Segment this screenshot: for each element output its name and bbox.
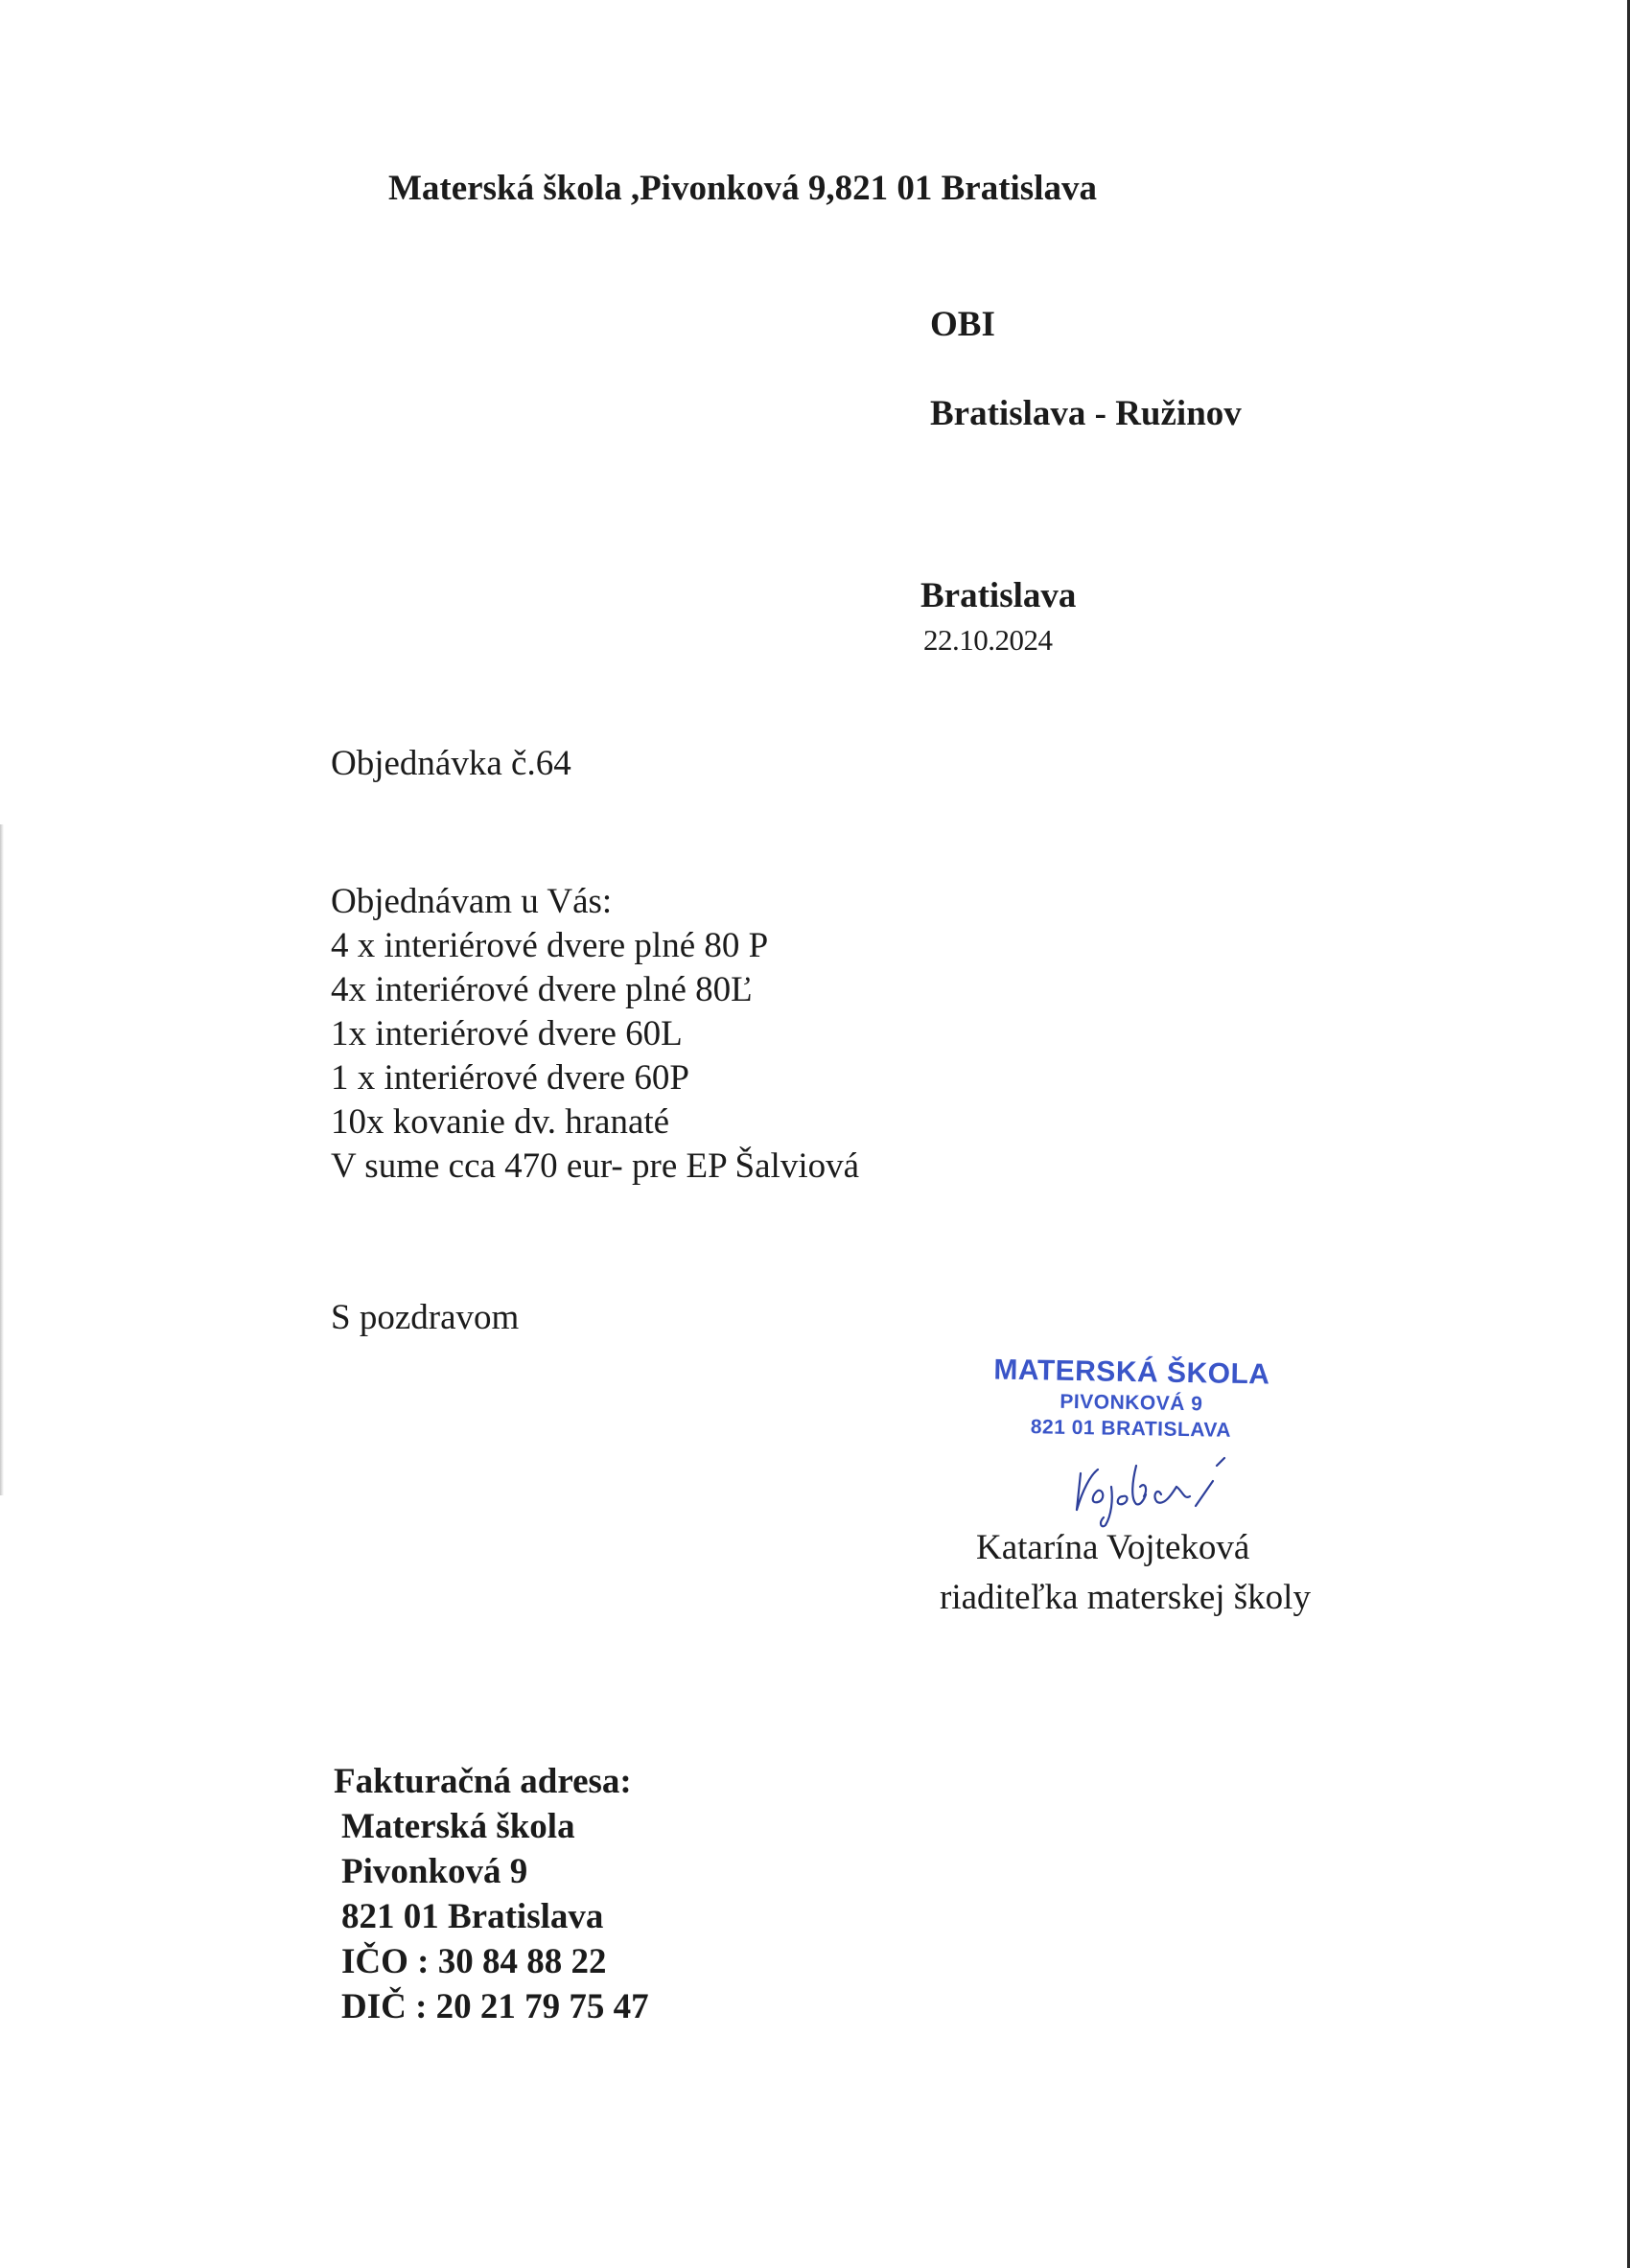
billing-dic: DIČ : 20 21 79 75 47 (341, 1987, 649, 2026)
order-item: 1x interiérové dvere 60L (331, 1014, 683, 1053)
billing-address (334, 1759, 649, 2029)
signer-title: riaditeľka materskej školy (940, 1578, 1311, 1617)
order-item: 10x kovanie dv. hranaté (331, 1102, 670, 1142)
billing-heading: Fakturačná adresa: (334, 1762, 632, 1801)
school-stamp (987, 1354, 1275, 1443)
billing-org: Materská škola (341, 1807, 575, 1846)
letter-date: 22.10.2024 (923, 623, 1053, 657)
billing-ico: IČO : 30 84 88 22 (341, 1942, 607, 1981)
greeting: S pozdravom (331, 1298, 520, 1337)
scan-edge-left (0, 824, 4, 1495)
order-block (331, 880, 859, 1189)
billing-city: 821 01 Bratislava (341, 1897, 604, 1936)
sender-header: Materská škola ,Pivonková 9,821 01 Bratislava (388, 169, 1097, 208)
order-number: Objednávka č.64 (331, 744, 571, 783)
signer-name: Katarína Vojteková (976, 1528, 1250, 1567)
order-item: V sume cca 470 eur- pre EP Šalviová (331, 1146, 860, 1186)
stamp-line-1: MATERSKÁ ŠKOLA (993, 1354, 1270, 1391)
letter-place: Bratislava (920, 576, 1077, 615)
stamp-line-3: 821 01 BRATISLAVA (1030, 1416, 1232, 1442)
order-item: 4 x interiérové dvere plné 80 P (331, 926, 769, 965)
recipient-city: Bratislava - Ružinov (930, 394, 1242, 433)
order-item: 1 x interiérové dvere 60P (331, 1058, 689, 1098)
order-intro: Objednávam u Vás: (331, 882, 613, 921)
handwritten-signature (1069, 1452, 1251, 1529)
recipient-name: OBI (930, 305, 995, 344)
order-item: 4x interiérové dvere plné 80Ľ (331, 970, 753, 1009)
stamp-line-2: PIVONKOVÁ 9 (1060, 1390, 1203, 1416)
billing-street: Pivonková 9 (341, 1852, 528, 1891)
